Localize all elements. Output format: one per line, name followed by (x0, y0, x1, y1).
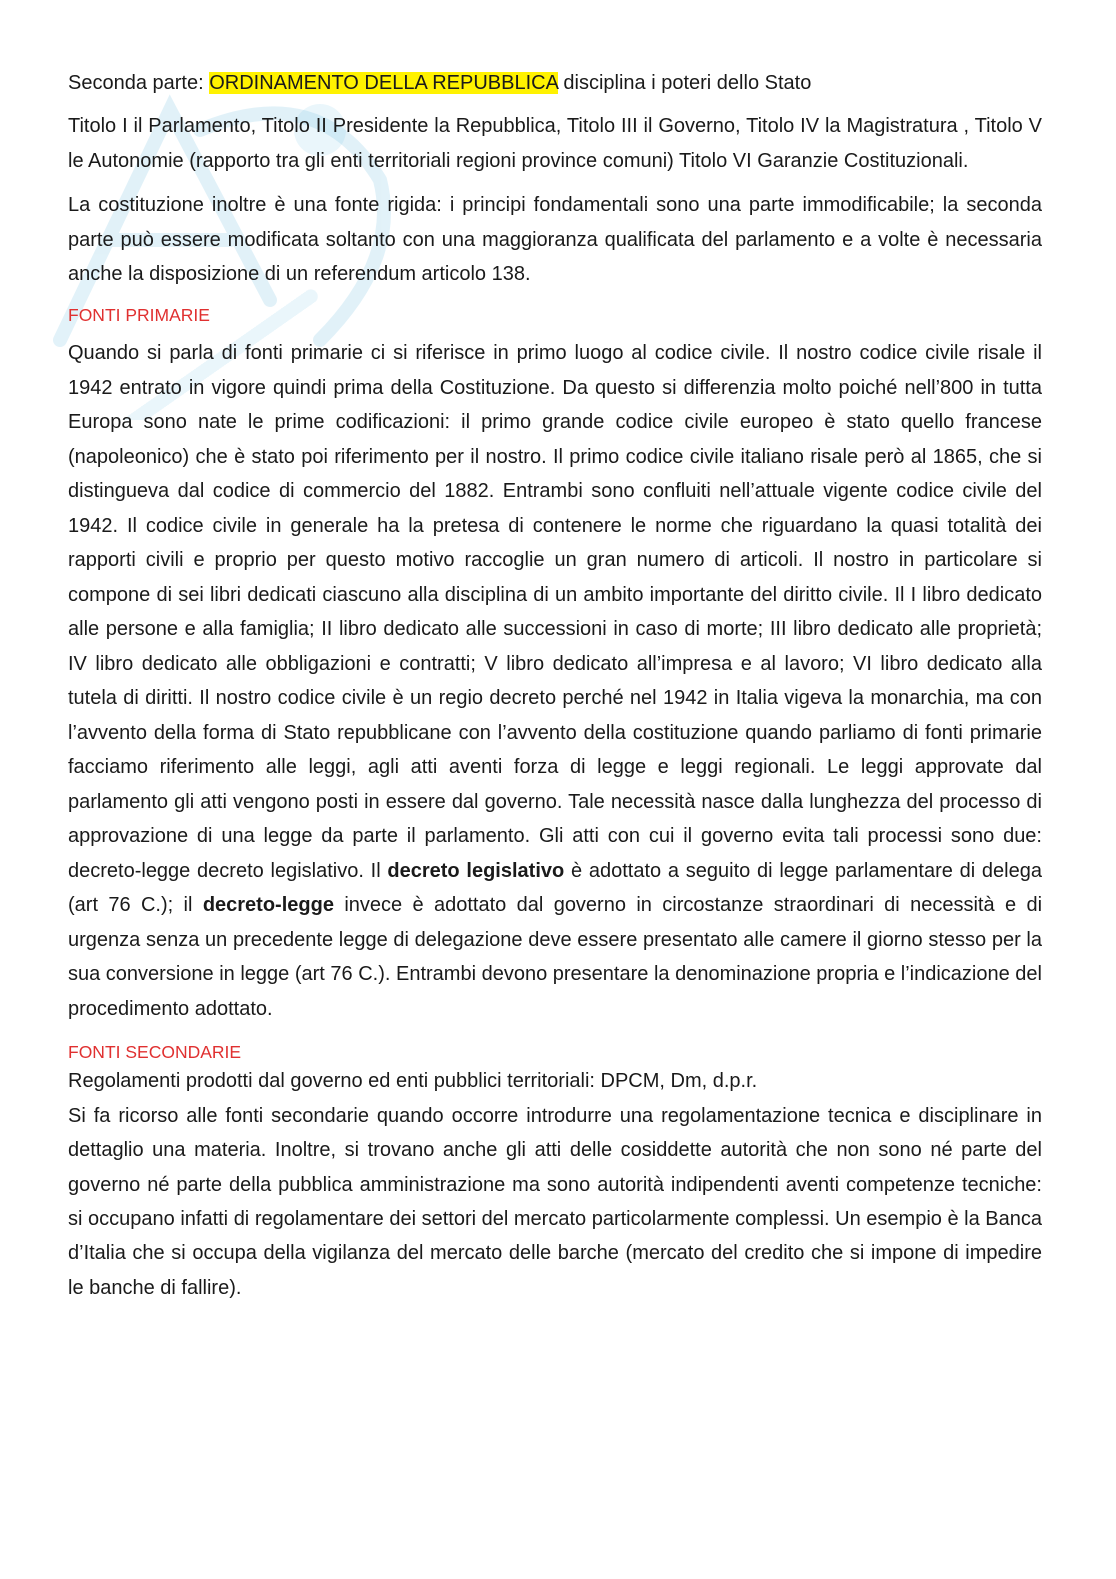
term-decreto-legge: decreto-legge (202, 894, 334, 917)
secondarie-line: Regolamenti prodotti dal governo ed enti pubblici territoriali: DPCM, Dm, d.p.r. (68, 1070, 758, 1093)
document-page (68, 66, 1042, 1305)
primarie-text-1: Quando si parla di fonti primarie ci si riferisce in primo luogo al codice civile. Il nostro codice civile risale il 1942 entrato in vigore quindi prima della Costituzione. Da questo si differenzia molto poiché nell’800 in tutta Europa sono nate le prime codificazioni: il primo grande codice civile europeo è stato quello francese (napoleonico) che è stato poi riferimento per il nostro. Il primo codice civile italiano risale però al 1865, che si distingueva dal codice di commercio del 1882. Entrambi sono confluiti nell’attuale vigente codice civile del 1942. Il codice civile in generale ha la pretesa di contenere le norme che riguardano la quasi totalità dei rapporti civili e proprio per questo motivo raccoglie un gran numero di articoli. Il nostro in particolare si compone di sei libri dedicati ciascuno alla disciplina di un ambito importante del diritto civile. Il I libro dedicato alle persone e alla famiglia; II libro dedicato alle successioni in caso di morte; III libro dedicato alle proprietà; IV libro dedicato alle obbligazioni e contratti; V libro dedicato all’impresa e al lavoro; VI libro dedicato alla tutela di diritti. Il nostro codice civile è un regio decreto perché nel 1942 in Italia vigeva la monarchia, ma con l’avvento della forma di Stato repubblicane con l’avvento della costituzione quando parliamo di fonti primarie facciamo riferimento alle leggi, agli atti aventi forza di legge e leggi regionali. Le leggi approvate dal parlamento gli atti vengono posti in essere dal governo. Tale necessità nasce dalla lunghezza del processo di approvazione di una legge da parte il parlamento. Gli atti con cui il governo evita tali processi sono due: decreto-legge decreto legislativo. Il (68, 342, 1042, 882)
fonti-primarie-heading: FONTI PRIMARIE (68, 305, 210, 326)
term-decreto-legislativo: decreto legislativo (387, 859, 565, 882)
fonti-secondarie-heading: FONTI SECONDARIE (68, 1042, 242, 1063)
titles-paragraph: Titolo I il Parlamento, Titolo II Presidente la Repubblica, Titolo III il Governo, Titolo IV la Magistratura , Titolo V le Autonomie (rapporto tra gli enti territoriali regioni province comuni) Titolo VI Garanzie Costituzionali. (68, 115, 1042, 172)
highlighted-title: ORDINAMENTO DELLA REPUBBLICA (209, 72, 558, 94)
fonti-secondarie-paragraph: Si fa ricorso alle fonti secondarie quando occorre introdurre una regolamentazione tecnica e disciplinare in dettaglio una materia. Inoltre, si trovano anche gli atti delle cosiddette autorità che non sono né parte del governo né parte della pubblica amministrazione ma sono autorità indipendenti aventi competenze tecniche: si occupano infatti di regolamentare dei settori del mercato particolarmente complessi. Un esempio è la Banca d’Italia che si occupa della vigilanza del mercato delle barche (mercato del credito che si impone di impedire le banche di fallire). (68, 1104, 1042, 1299)
intro-prefix: Seconda parte: (68, 72, 210, 94)
intro-line (68, 66, 1042, 100)
primarie-text-2: è adottato a seguito di legge parlamentare di delega (art 76 C.); il (68, 859, 1042, 917)
rigid-constitution-paragraph: La costituzione inoltre è una fonte rigida: i principi fondamentali sono una parte immodificabile; la seconda parte può essere modificata soltanto con una maggioranza qualificata del parlamento e a volte è necessaria anche la disposizione di un referendum articolo 138. (68, 194, 1042, 286)
intro-suffix: disciplina i poteri dello Stato (557, 72, 812, 94)
primarie-text-3: invece è adottato dal governo in circostanze straordinari di necessità e di urgenza senza un precedente legge di delegazione deve essere presentato alle camere il giorno stesso per la sua conversione in legge (art 76 C.). Entrambi devono presentare la denominazione propria e l’indicazione del procedimento adottato. (68, 894, 1043, 1020)
fonti-primarie-paragraph (68, 336, 1042, 1026)
